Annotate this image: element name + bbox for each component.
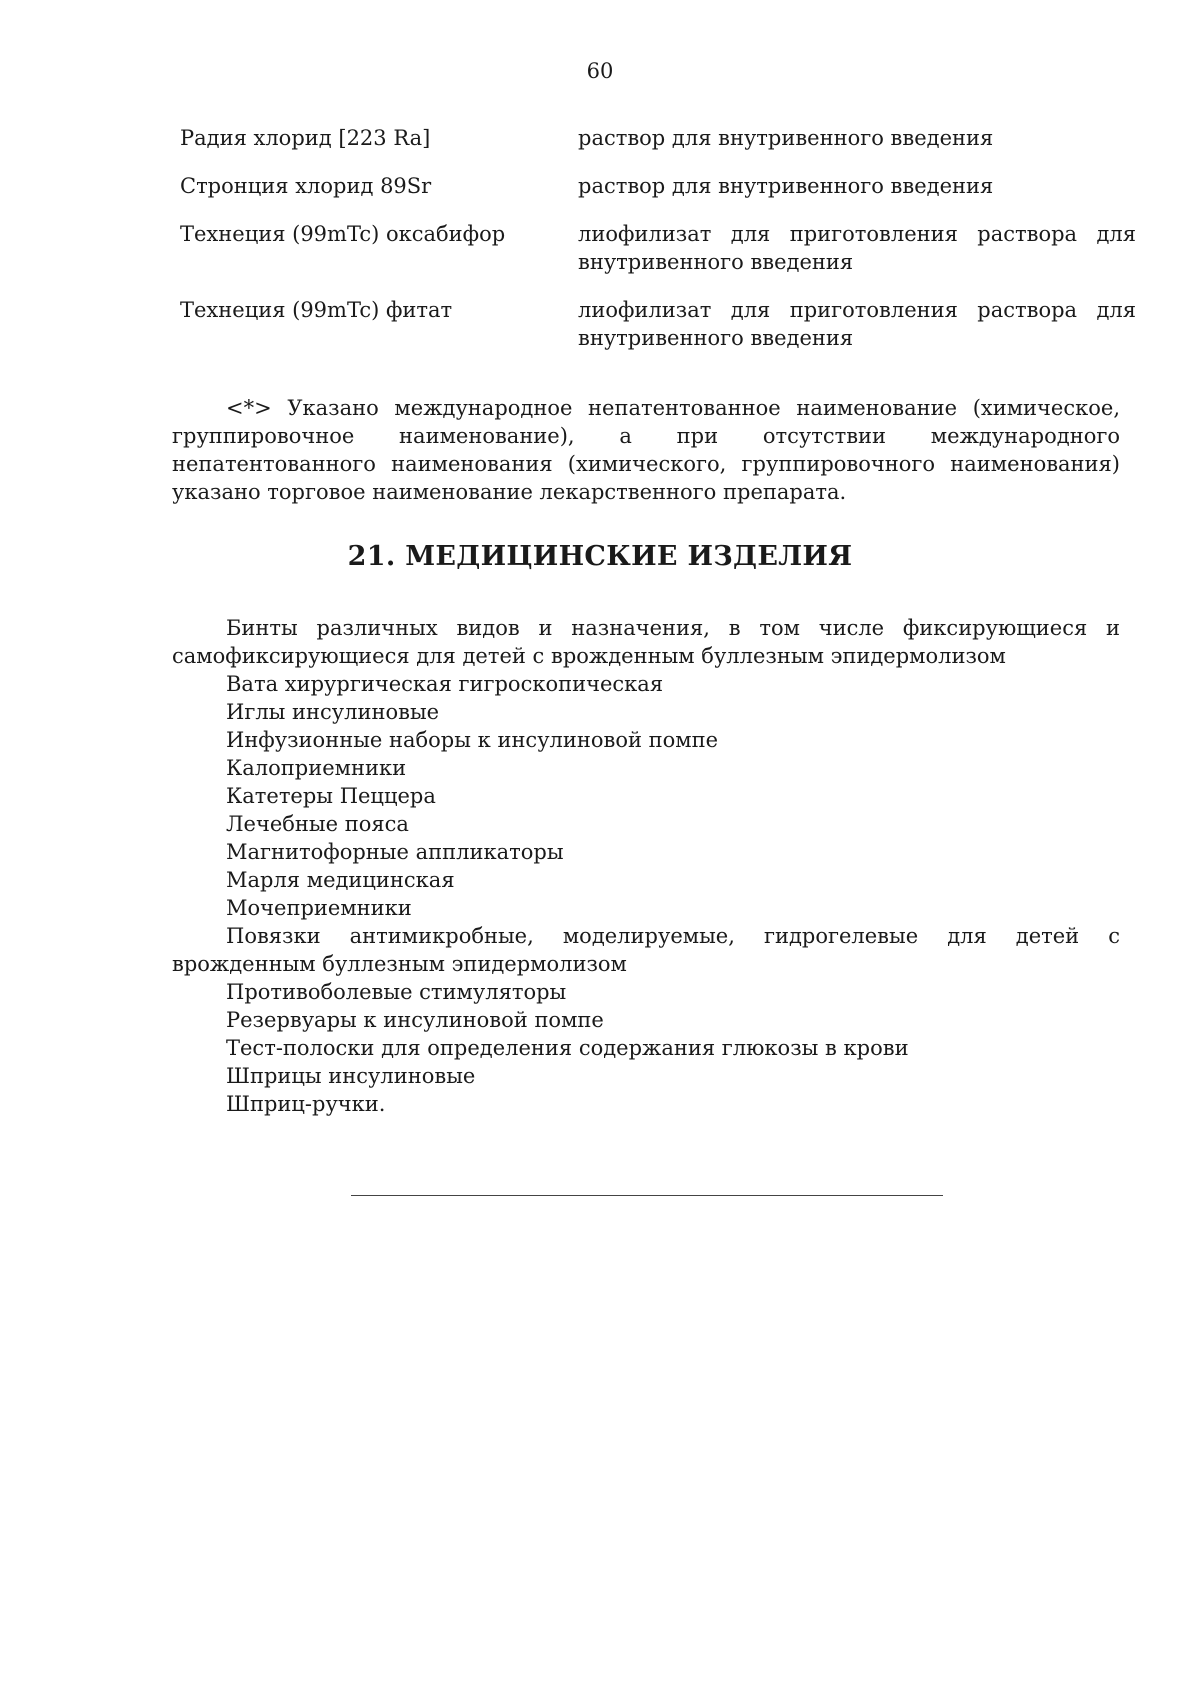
list-item: Инфузионные наборы к инсулиновой помпе — [226, 728, 719, 752]
table-row — [178, 172, 1136, 200]
table-row — [178, 220, 1136, 276]
list-item: Калоприемники — [226, 756, 407, 780]
drug-form — [578, 220, 1136, 276]
table-row — [178, 124, 1136, 152]
page-number: 60 — [586, 59, 614, 83]
list-item: Повязки антимикробные, моделируемые, гидрогелевые для детей с врожденным буллезным эпидермолизом — [172, 924, 1120, 976]
footnote: <*> Указано международное непатентованное наименование (химическое, группировочное наименование), а при отсутствии международного непатентованного наименования (химического, группировочного наименования) указано торговое наименование лекарственного препарата. — [172, 396, 1120, 504]
table-row — [178, 296, 1136, 352]
drug-form-text-continued: внутривенного введения — [578, 326, 854, 350]
drug-name: Радия хлорид [223 Ra] — [180, 126, 431, 150]
section-title: 21. МЕДИЦИНСКИЕ ИЗДЕЛИЯ — [347, 541, 853, 572]
drug-form-text: лиофилизат для приготовления раствора для — [578, 222, 1136, 246]
drug-form — [578, 124, 1136, 152]
list-item: Шприцы инсулиновые — [226, 1064, 476, 1088]
drug-form-text-continued: внутривенного введения — [578, 250, 854, 274]
drug-form — [578, 296, 1136, 352]
list-item: Противоболевые стимуляторы — [226, 980, 567, 1004]
list-item: Иглы инсулиновые — [226, 700, 440, 724]
drug-form — [578, 172, 1136, 200]
closing-divider — [351, 1195, 943, 1196]
drug-form-text: раствор для внутривенного введения — [578, 174, 994, 198]
list-item: Вата хирургическая гигроскопическая — [226, 672, 664, 696]
list-item: Мочеприемники — [226, 896, 412, 920]
drug-form-text: раствор для внутривенного введения — [578, 126, 994, 150]
list-item: Резервуары к инсулиновой помпе — [226, 1008, 604, 1032]
medical-devices-list — [172, 614, 1120, 1118]
drug-name: Технеция (99mTc) оксабифор — [180, 222, 506, 246]
drug-name: Стронция хлорид 89Sr — [180, 174, 432, 198]
list-item: Шприц-ручки. — [226, 1092, 386, 1116]
list-item: Магнитофорные аппликаторы — [226, 840, 564, 864]
list-item: Тест-полоски для определения содержания глюкозы в крови — [226, 1036, 909, 1060]
list-item: Бинты различных видов и назначения, в том числе фиксирующиеся и самофиксирующиеся для детей с врожденным буллезным эпидермолизом — [172, 616, 1120, 668]
list-item: Марля медицинская — [226, 868, 455, 892]
drug-table — [178, 124, 1136, 372]
list-item: Лечебные пояса — [226, 812, 409, 836]
drug-form-text: лиофилизат для приготовления раствора для — [578, 298, 1136, 322]
drug-name: Технеция (99mTc) фитат — [180, 298, 453, 322]
list-item: Катетеры Пеццера — [226, 784, 436, 808]
